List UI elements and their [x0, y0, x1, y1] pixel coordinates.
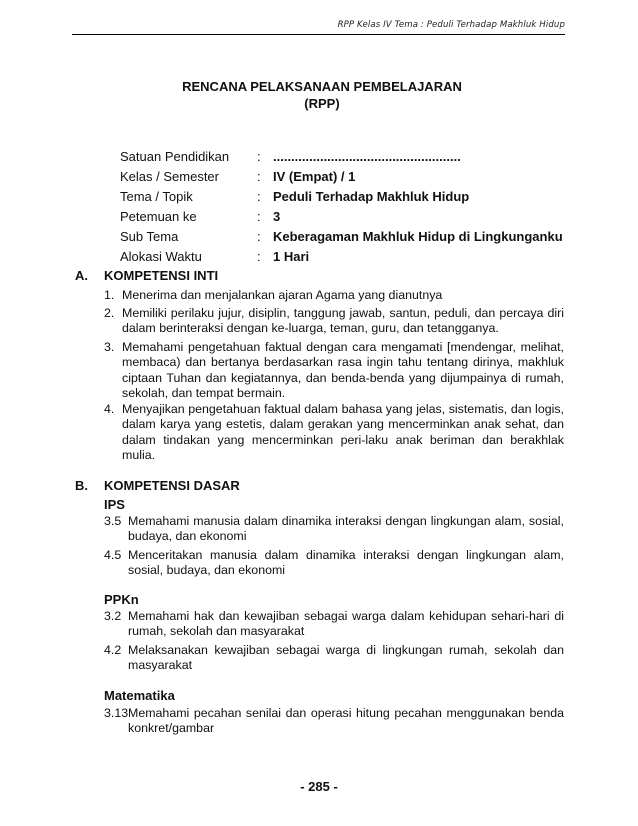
identity-label: Petemuan ke: [120, 209, 197, 224]
page-number: - 285 -: [300, 779, 338, 794]
header-rule: [72, 34, 565, 35]
list-item: [104, 706, 564, 737]
section-b-letter: B.: [75, 478, 88, 493]
item-number: 3.13: [104, 706, 129, 720]
item-text: Memahami hak dan kewajiban sebagai warga dalam kehidupan sehari-hari di rumah, sekolah dan masyarakat: [128, 609, 564, 639]
identity-value: 3: [273, 209, 281, 224]
item-text: Memahami manusia dalam dinamika interaksi dengan lingkungan alam, sosial, budaya, dan ekonomi: [128, 514, 564, 544]
item-number: 1.: [104, 288, 115, 302]
section-b-title: KOMPETENSI DASAR: [104, 478, 240, 493]
identity-value: 1 Hari: [273, 249, 310, 264]
item-number: 4.5: [104, 548, 122, 562]
list-item: [104, 609, 564, 640]
list-item: [104, 306, 564, 337]
section-a-letter: A.: [75, 268, 88, 283]
item-text: Memahami pengetahuan faktual dengan cara mengamati [mendengar, melihat, membaca) dan bertanya berdasarkan rasa ingin tahu tentang dirinya, makhluk ciptaan Tuhan dan kegiatannya, dan benda-benda yang dijumpainya di rumah, sekolah, dan tempat bermain.: [122, 340, 564, 401]
identity-colon: :: [257, 149, 261, 164]
item-text: Menerima dan menjalankan ajaran Agama yang dianutnya: [122, 288, 443, 302]
document-title: RENCANA PELAKSANAAN PEMBELAJARAN: [182, 79, 462, 94]
subject-heading: PPKn: [104, 592, 139, 607]
item-text: Melaksanakan kewajiban sebagai warga di lingkungan rumah, sekolah dan masyarakat: [128, 643, 564, 673]
identity-colon: :: [257, 229, 261, 244]
document-subtitle: (RPP): [304, 96, 340, 111]
list-item: [104, 548, 564, 579]
identity-label: Satuan Pendidikan: [120, 149, 230, 164]
identity-label: Tema / Topik: [120, 189, 193, 204]
item-number: 3.2: [104, 609, 122, 623]
item-number: 3.: [104, 340, 115, 354]
identity-label: Alokasi Waktu: [120, 249, 202, 264]
identity-value: IV (Empat) / 1: [273, 169, 356, 184]
item-number: 2.: [104, 306, 115, 320]
identity-colon: :: [257, 209, 261, 224]
subject-heading: IPS: [104, 497, 125, 512]
item-text: Menceritakan manusia dalam dinamika interaksi dengan lingkungan alam, sosial, budaya, dan ekonomi: [128, 548, 564, 578]
item-text: Memahami pecahan senilai dan operasi hitung pecahan menggunakan benda konkret/gambar: [128, 706, 564, 736]
item-number: 4.2: [104, 643, 122, 657]
running-header: RPP Kelas IV Tema : Peduli Terhadap Makhluk Hidup: [337, 20, 565, 30]
identity-label: Sub Tema: [120, 229, 179, 244]
identity-colon: :: [257, 189, 261, 204]
identity-colon: :: [257, 169, 261, 184]
item-number: 3.5: [104, 514, 122, 528]
identity-value: ....................................................: [273, 149, 461, 164]
item-text: Menyajikan pengetahuan faktual dalam bahasa yang jelas, sistematis, dan logis, dalam karya yang estetis, dalam gerakan yang mencerminkan anak sehat, dan dalam tindakan yang mencerminkan peri-laku anak beriman dan berakhlak mulia.: [122, 402, 564, 463]
item-number: 4.: [104, 402, 115, 416]
list-item: [104, 402, 564, 464]
list-item: [104, 643, 564, 674]
list-item: [104, 340, 564, 402]
list-item: [104, 288, 564, 303]
identity-value: Peduli Terhadap Makhluk Hidup: [273, 189, 470, 204]
identity-colon: :: [257, 249, 261, 264]
item-text: Memiliki perilaku jujur, disiplin, tanggung jawab, santun, peduli, dan percaya diri dalam berinteraksi dengan ke-luarga, teman, guru, dan tetangganya.: [122, 306, 564, 336]
subject-heading: Matematika: [104, 688, 175, 703]
identity-value: Keberagaman Makhluk Hidup di Lingkunganku: [273, 229, 563, 244]
list-item: [104, 514, 564, 545]
section-a-title: KOMPETENSI INTI: [104, 268, 219, 283]
identity-label: Kelas / Semester: [120, 169, 219, 184]
